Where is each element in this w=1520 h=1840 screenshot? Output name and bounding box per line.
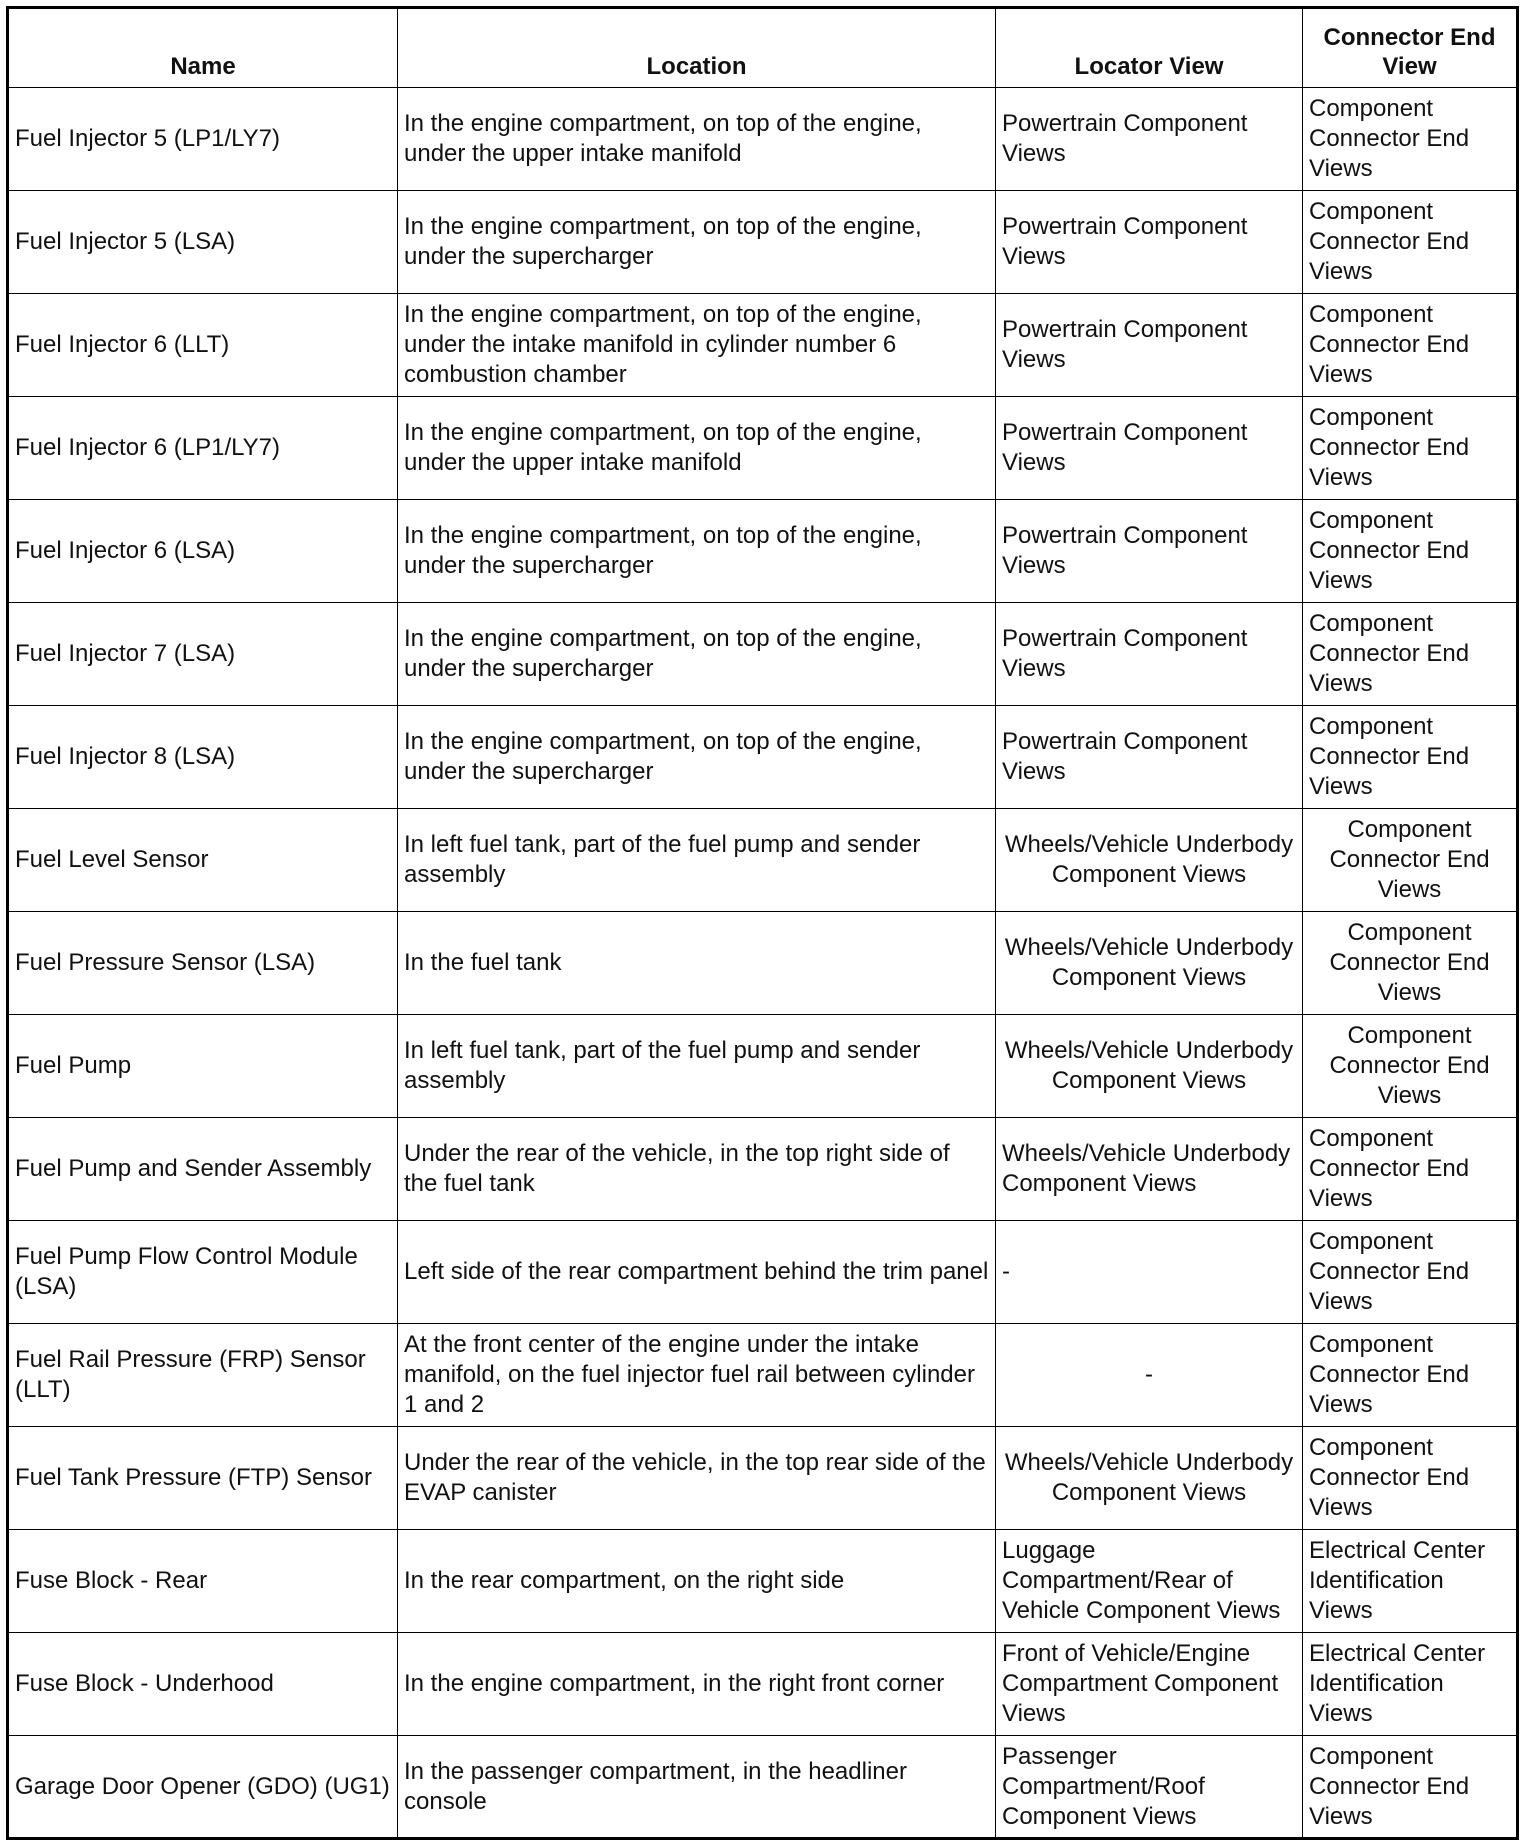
table-row (8, 912, 1518, 1015)
location-cell: In left fuel tank, part of the fuel pump and sender assembly (398, 1015, 996, 1118)
column-header-connector-end-view: Connector End View (1303, 8, 1518, 88)
location-cell: In the engine compartment, on top of the engine, under the upper intake manifold (398, 88, 996, 191)
name-cell: Fuel Injector 8 (LSA) (8, 706, 398, 809)
locator-view-cell: Powertrain Component Views (996, 294, 1303, 397)
location-cell: In the passenger compartment, in the headliner console (398, 1736, 996, 1839)
component-locator-table (6, 6, 1519, 1840)
locator-view-cell: Powertrain Component Views (996, 500, 1303, 603)
connector-end-view-cell: Component Connector End Views (1303, 191, 1518, 294)
locator-view-cell: Wheels/Vehicle Underbody Component Views (996, 1427, 1303, 1530)
table-header (8, 8, 1518, 88)
connector-end-view-cell: Component Connector End Views (1303, 397, 1518, 500)
connector-end-view-cell: Component Connector End Views (1303, 603, 1518, 706)
table-row (8, 397, 1518, 500)
name-cell: Fuse Block - Underhood (8, 1633, 398, 1736)
locator-view-cell: Passenger Compartment/Roof Component Views (996, 1736, 1303, 1839)
name-cell: Fuel Level Sensor (8, 809, 398, 912)
column-header-location: Location (398, 8, 996, 88)
table-row (8, 500, 1518, 603)
connector-end-view-cell: Component Connector End Views (1303, 500, 1518, 603)
connector-end-view-cell: Component Connector End Views (1303, 294, 1518, 397)
location-cell: Under the rear of the vehicle, in the top rear side of the EVAP canister (398, 1427, 996, 1530)
connector-end-view-cell: Component Connector End Views (1303, 912, 1518, 1015)
location-cell: Left side of the rear compartment behind the trim panel (398, 1221, 996, 1324)
locator-view-cell: Powertrain Component Views (996, 191, 1303, 294)
connector-end-view-cell: Component Connector End Views (1303, 1736, 1518, 1839)
table-row (8, 809, 1518, 912)
locator-view-cell: Wheels/Vehicle Underbody Component Views (996, 1118, 1303, 1221)
table-row (8, 1324, 1518, 1427)
connector-end-view-cell: Component Connector End Views (1303, 1221, 1518, 1324)
name-cell: Fuel Injector 7 (LSA) (8, 603, 398, 706)
name-cell: Fuel Rail Pressure (FRP) Sensor (LLT) (8, 1324, 398, 1427)
name-cell: Fuel Pressure Sensor (LSA) (8, 912, 398, 1015)
locator-view-cell: Wheels/Vehicle Underbody Component Views (996, 809, 1303, 912)
location-cell: In the rear compartment, on the right side (398, 1530, 996, 1633)
connector-end-view-cell: Component Connector End Views (1303, 1015, 1518, 1118)
connector-end-view-cell: Electrical Center Identification Views (1303, 1633, 1518, 1736)
location-cell: In the engine compartment, in the right front corner (398, 1633, 996, 1736)
location-cell: At the front center of the engine under the intake manifold, on the fuel injector fuel rail between cylinder 1 and 2 (398, 1324, 996, 1427)
locator-view-cell: - (996, 1221, 1303, 1324)
connector-end-view-cell: Component Connector End Views (1303, 706, 1518, 809)
name-cell: Garage Door Opener (GDO) (UG1) (8, 1736, 398, 1839)
header-row (8, 8, 1518, 88)
name-cell: Fuel Injector 6 (LSA) (8, 500, 398, 603)
column-header-name: Name (8, 8, 398, 88)
connector-end-view-cell: Component Connector End Views (1303, 88, 1518, 191)
table-row (8, 191, 1518, 294)
table-body (8, 88, 1518, 1839)
table-row (8, 88, 1518, 191)
location-cell: In the engine compartment, on top of the engine, under the supercharger (398, 500, 996, 603)
locator-view-cell: Front of Vehicle/Engine Compartment Component Views (996, 1633, 1303, 1736)
locator-view-cell: Luggage Compartment/Rear of Vehicle Component Views (996, 1530, 1303, 1633)
location-cell: In the engine compartment, on top of the engine, under the upper intake manifold (398, 397, 996, 500)
locator-view-cell: Powertrain Component Views (996, 88, 1303, 191)
table-row (8, 1221, 1518, 1324)
table-row (8, 1015, 1518, 1118)
table-row (8, 1633, 1518, 1736)
table-row (8, 1530, 1518, 1633)
connector-end-view-cell: Electrical Center Identification Views (1303, 1530, 1518, 1633)
name-cell: Fuel Pump and Sender Assembly (8, 1118, 398, 1221)
name-cell: Fuel Injector 5 (LSA) (8, 191, 398, 294)
connector-end-view-cell: Component Connector End Views (1303, 1118, 1518, 1221)
table-row (8, 1736, 1518, 1839)
connector-end-view-cell: Component Connector End Views (1303, 809, 1518, 912)
location-cell: In the engine compartment, on top of the engine, under the intake manifold in cylinder number 6 combustion chamber (398, 294, 996, 397)
table-row (8, 294, 1518, 397)
locator-view-cell: - (996, 1324, 1303, 1427)
connector-end-view-cell: Component Connector End Views (1303, 1427, 1518, 1530)
location-cell: In the fuel tank (398, 912, 996, 1015)
name-cell: Fuse Block - Rear (8, 1530, 398, 1633)
name-cell: Fuel Injector 6 (LLT) (8, 294, 398, 397)
location-cell: In the engine compartment, on top of the engine, under the supercharger (398, 603, 996, 706)
location-cell: In the engine compartment, on top of the engine, under the supercharger (398, 706, 996, 809)
name-cell: Fuel Pump Flow Control Module (LSA) (8, 1221, 398, 1324)
locator-view-cell: Wheels/Vehicle Underbody Component Views (996, 912, 1303, 1015)
locator-view-cell: Powertrain Component Views (996, 397, 1303, 500)
locator-view-cell: Powertrain Component Views (996, 706, 1303, 809)
table-row (8, 1427, 1518, 1530)
table-row (8, 1118, 1518, 1221)
column-header-locator-view: Locator View (996, 8, 1303, 88)
table-row (8, 706, 1518, 809)
name-cell: Fuel Injector 5 (LP1/LY7) (8, 88, 398, 191)
location-cell: In left fuel tank, part of the fuel pump and sender assembly (398, 809, 996, 912)
location-cell: In the engine compartment, on top of the engine, under the supercharger (398, 191, 996, 294)
locator-view-cell: Powertrain Component Views (996, 603, 1303, 706)
name-cell: Fuel Tank Pressure (FTP) Sensor (8, 1427, 398, 1530)
connector-end-view-cell: Component Connector End Views (1303, 1324, 1518, 1427)
location-cell: Under the rear of the vehicle, in the top right side of the fuel tank (398, 1118, 996, 1221)
locator-view-cell: Wheels/Vehicle Underbody Component Views (996, 1015, 1303, 1118)
table-row (8, 603, 1518, 706)
name-cell: Fuel Injector 6 (LP1/LY7) (8, 397, 398, 500)
name-cell: Fuel Pump (8, 1015, 398, 1118)
